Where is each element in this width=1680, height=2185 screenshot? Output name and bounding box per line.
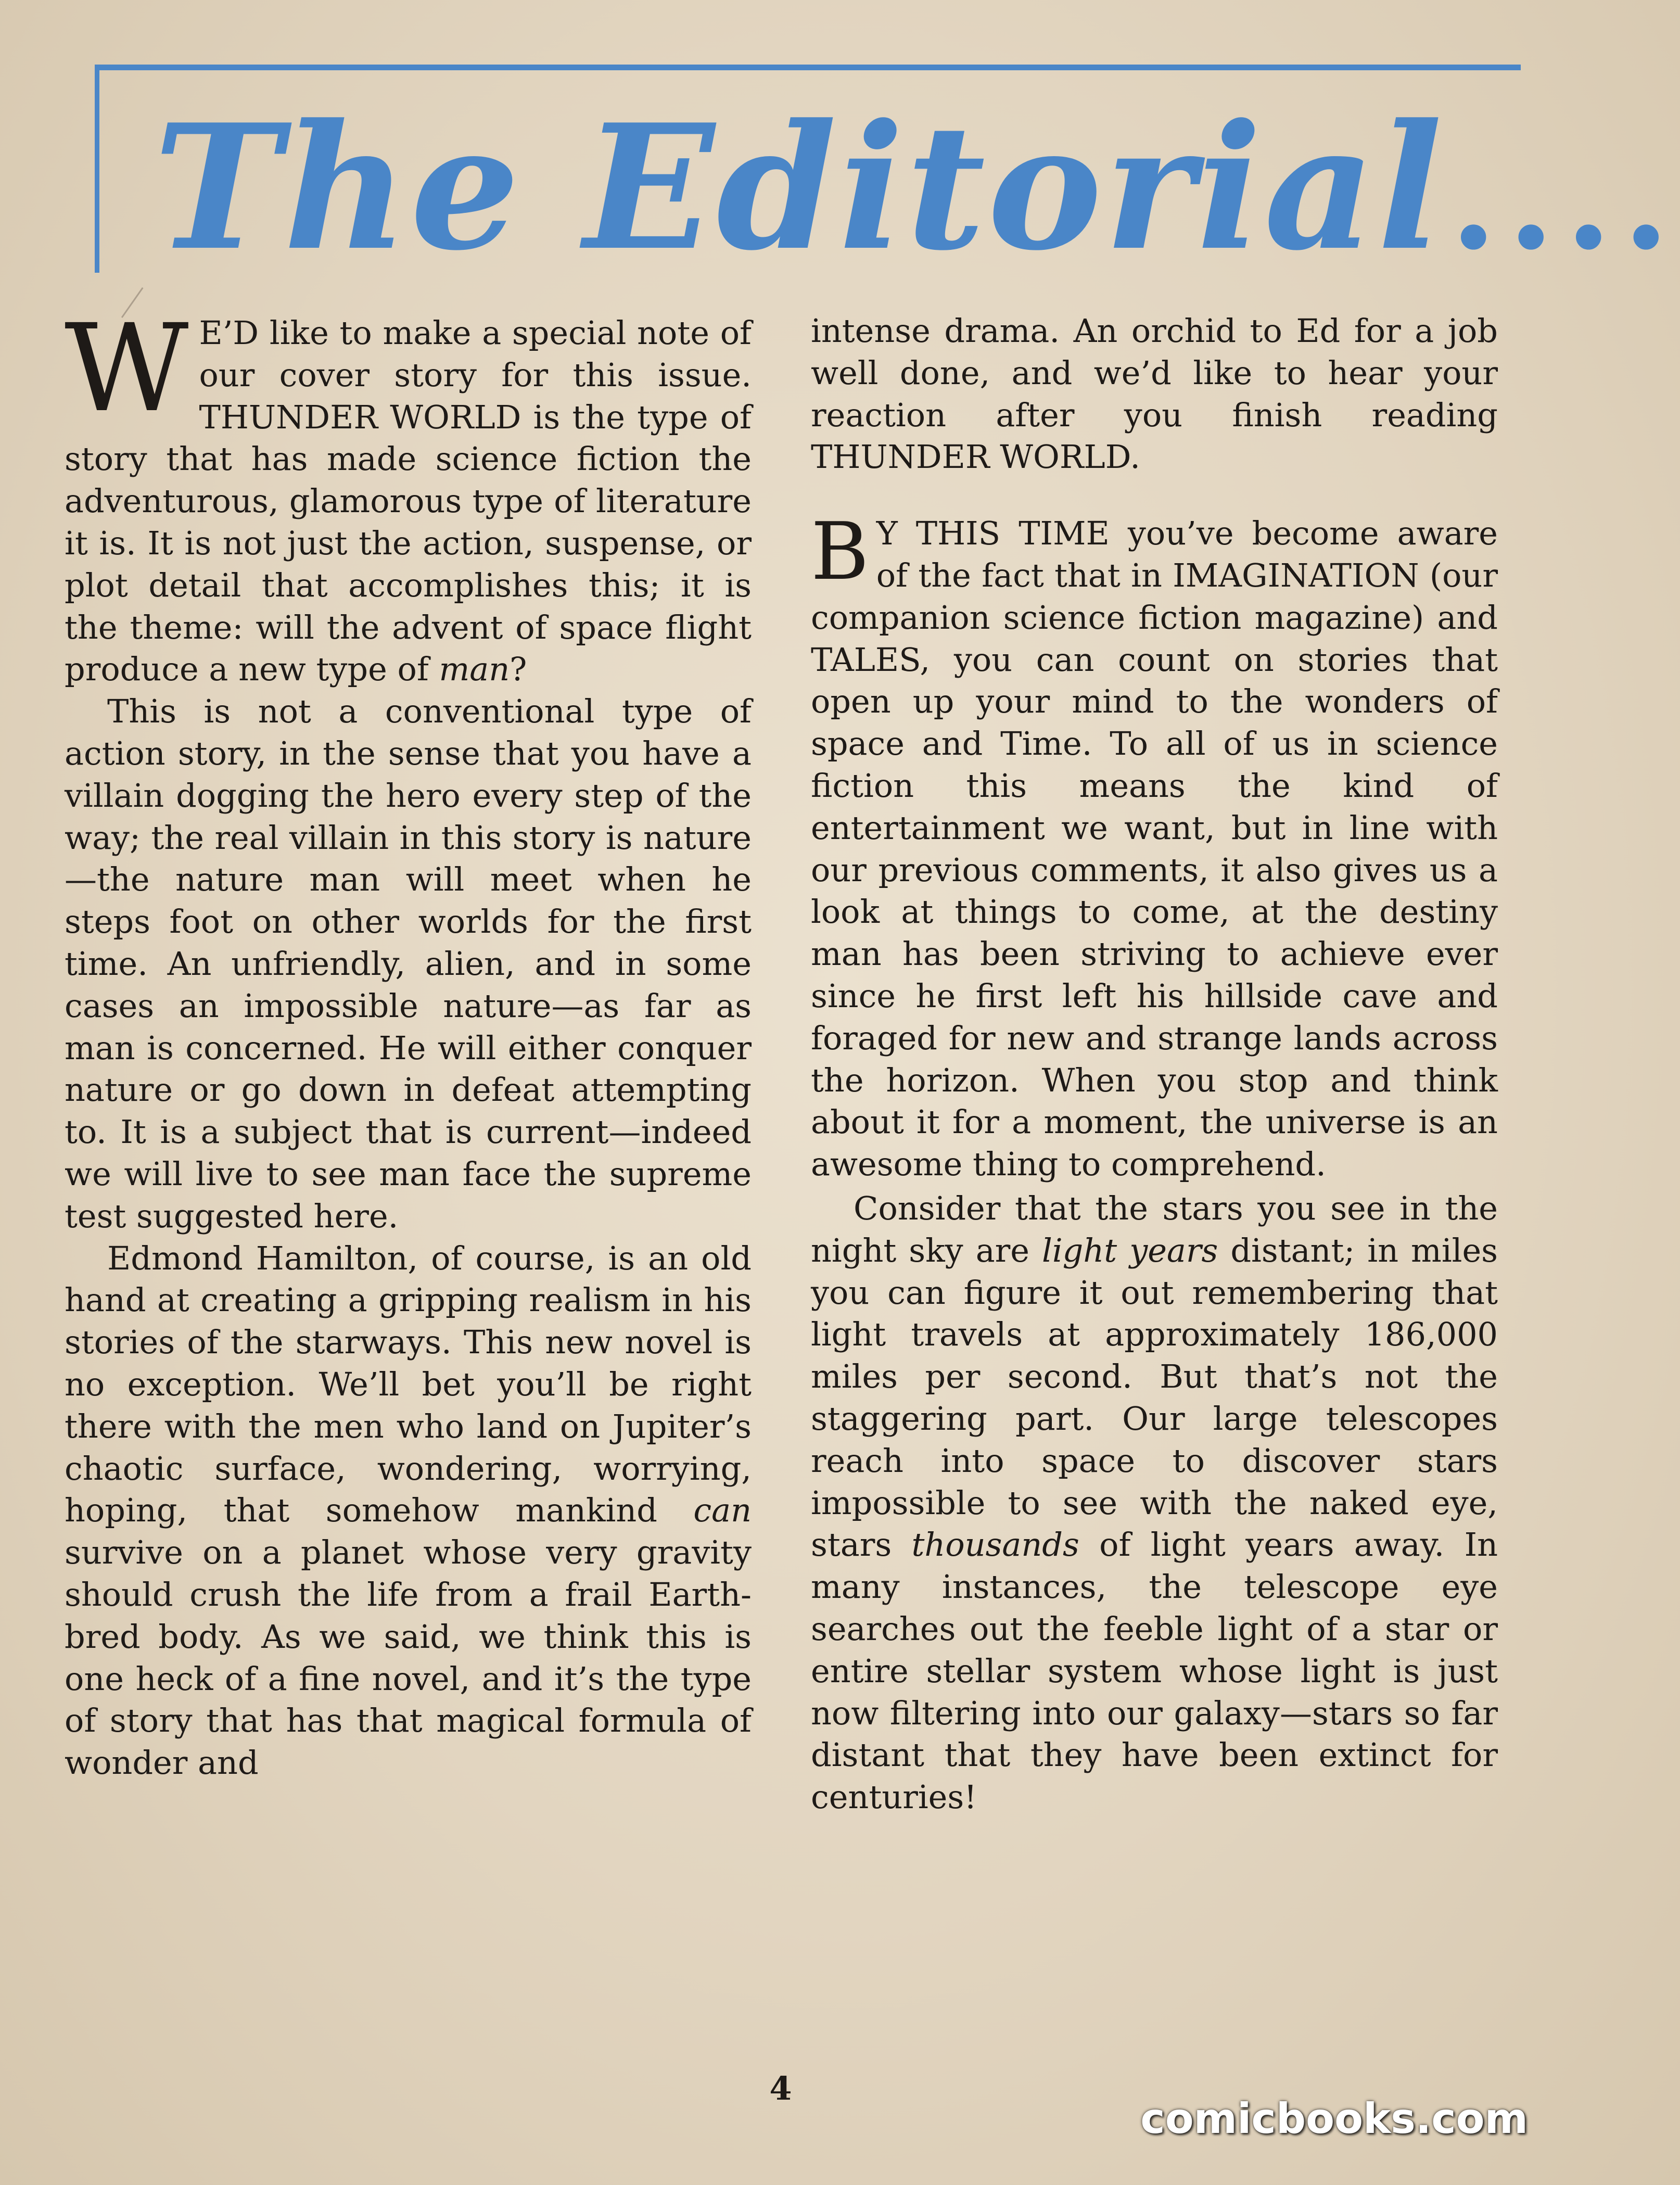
header-rule-top bbox=[95, 65, 1521, 70]
left-paragraph-2: This is not a conventional type of action story, in the sense that you have a villain dogging the hero every step of the way; the real villain in this story is nature—the nature man will meet when he steps foot on other worlds for the first time. An unfriendly, alien, and in some cases an impossible nature—as far as man is concerned. He will either conquer nature or go down in defeat attempting to. It is a subject that is current—indeed we will live to see man face the supreme test suggested here. bbox=[65, 692, 752, 1235]
left-paragraph-1-text: E’D like to make a special note of our cover story for this issue. THUNDER WORLD is the type of story that has made science fiction the adventurous, glamorous type of literature it is. It is not just the action, suspense, or plot detail that accomplishes this; it is the theme: will the advent of space flight produce a new type of bbox=[65, 314, 752, 689]
left-paragraph-3-text-b: survive on a planet whose very gravity should crush the life from a frail Earth-bred body. As we said, we think this is one heck of a fine novel, and it’s the type of story that has that magical formula of wonder and bbox=[65, 1533, 752, 1782]
right-column bbox=[811, 310, 1498, 1819]
masthead-title: The Editorial bbox=[154, 86, 1445, 288]
editorial-masthead bbox=[154, 86, 1680, 288]
left-paragraph-1-end: ? bbox=[510, 650, 527, 689]
left-paragraph-3-italic: can bbox=[693, 1491, 752, 1530]
right-paragraph-3-text-a: Consider that the stars you see in the night sky are bbox=[811, 1189, 1498, 1269]
right-paragraph-1: intense drama. An orchid to Ed for a job well done, and we’d like to hear your reaction after you finish reading THUNDER WORLD. bbox=[811, 312, 1498, 476]
right-paragraph-3-italic-1: light years bbox=[1042, 1231, 1218, 1269]
drop-cap-b: B bbox=[811, 505, 869, 598]
left-column bbox=[65, 298, 752, 1784]
right-paragraph-3-text-b: distant; in miles you can figure it out remembering that light travels at approximately 186,000 miles per second. But that’s not the staggering part. Our large telescopes reach into space to discover stars impossible to see with the naked eye, stars bbox=[811, 1231, 1498, 1564]
masthead-dots: .... bbox=[1449, 121, 1680, 280]
left-paragraph-3 bbox=[65, 1238, 752, 1784]
left-paragraph-1-italic: man bbox=[439, 650, 510, 689]
left-paragraph-3-text-a: Edmond Hamilton, of course, is an old hand at creating a gripping realism in his stories of the starways. This new novel is no exception. We’ll bet you’ll be right there with the men who land on Jupiter’s chaotic surface, wondering, worrying, hoping, that somehow mankind bbox=[65, 1239, 752, 1530]
left-paragraph-1 bbox=[65, 298, 752, 691]
right-paragraph-3-text-c: of light years away. In many instances, the telescope eye searches out the feeble light of a star or entire stellar system whose light is just now filtering into our galaxy—stars so far distant that they have been extinct for centuries! bbox=[811, 1526, 1498, 1816]
page-number: 4 bbox=[769, 2069, 792, 2107]
right-paragraph-3-italic-2: thousands bbox=[911, 1526, 1079, 1564]
right-paragraph-2-text: Y THIS TIME you’ve become aware of the fact that in IMAGINATION (our companion science fiction magazine) and TALES, you can count on stories that open up your mind to the wonders of space and Time. To all of us in science fiction this means the kind of entertainment we want, but in line with our previous comments, it also gives us a look at things to come, at the destiny man has been striving to achieve ever since he first left his hillside cave and foraged for new and strange lands across the horizon. When you stop and think about it for a moment, the universe is an awesome thing to comprehend. bbox=[811, 514, 1498, 1184]
site-watermark: comicbooks.com bbox=[1140, 2094, 1528, 2143]
right-paragraph-3 bbox=[811, 1188, 1498, 1819]
drop-cap-w: W bbox=[65, 298, 189, 439]
right-paragraph-2 bbox=[811, 505, 1498, 1186]
header-rule-left bbox=[95, 65, 99, 273]
section-spacer bbox=[811, 478, 1498, 513]
